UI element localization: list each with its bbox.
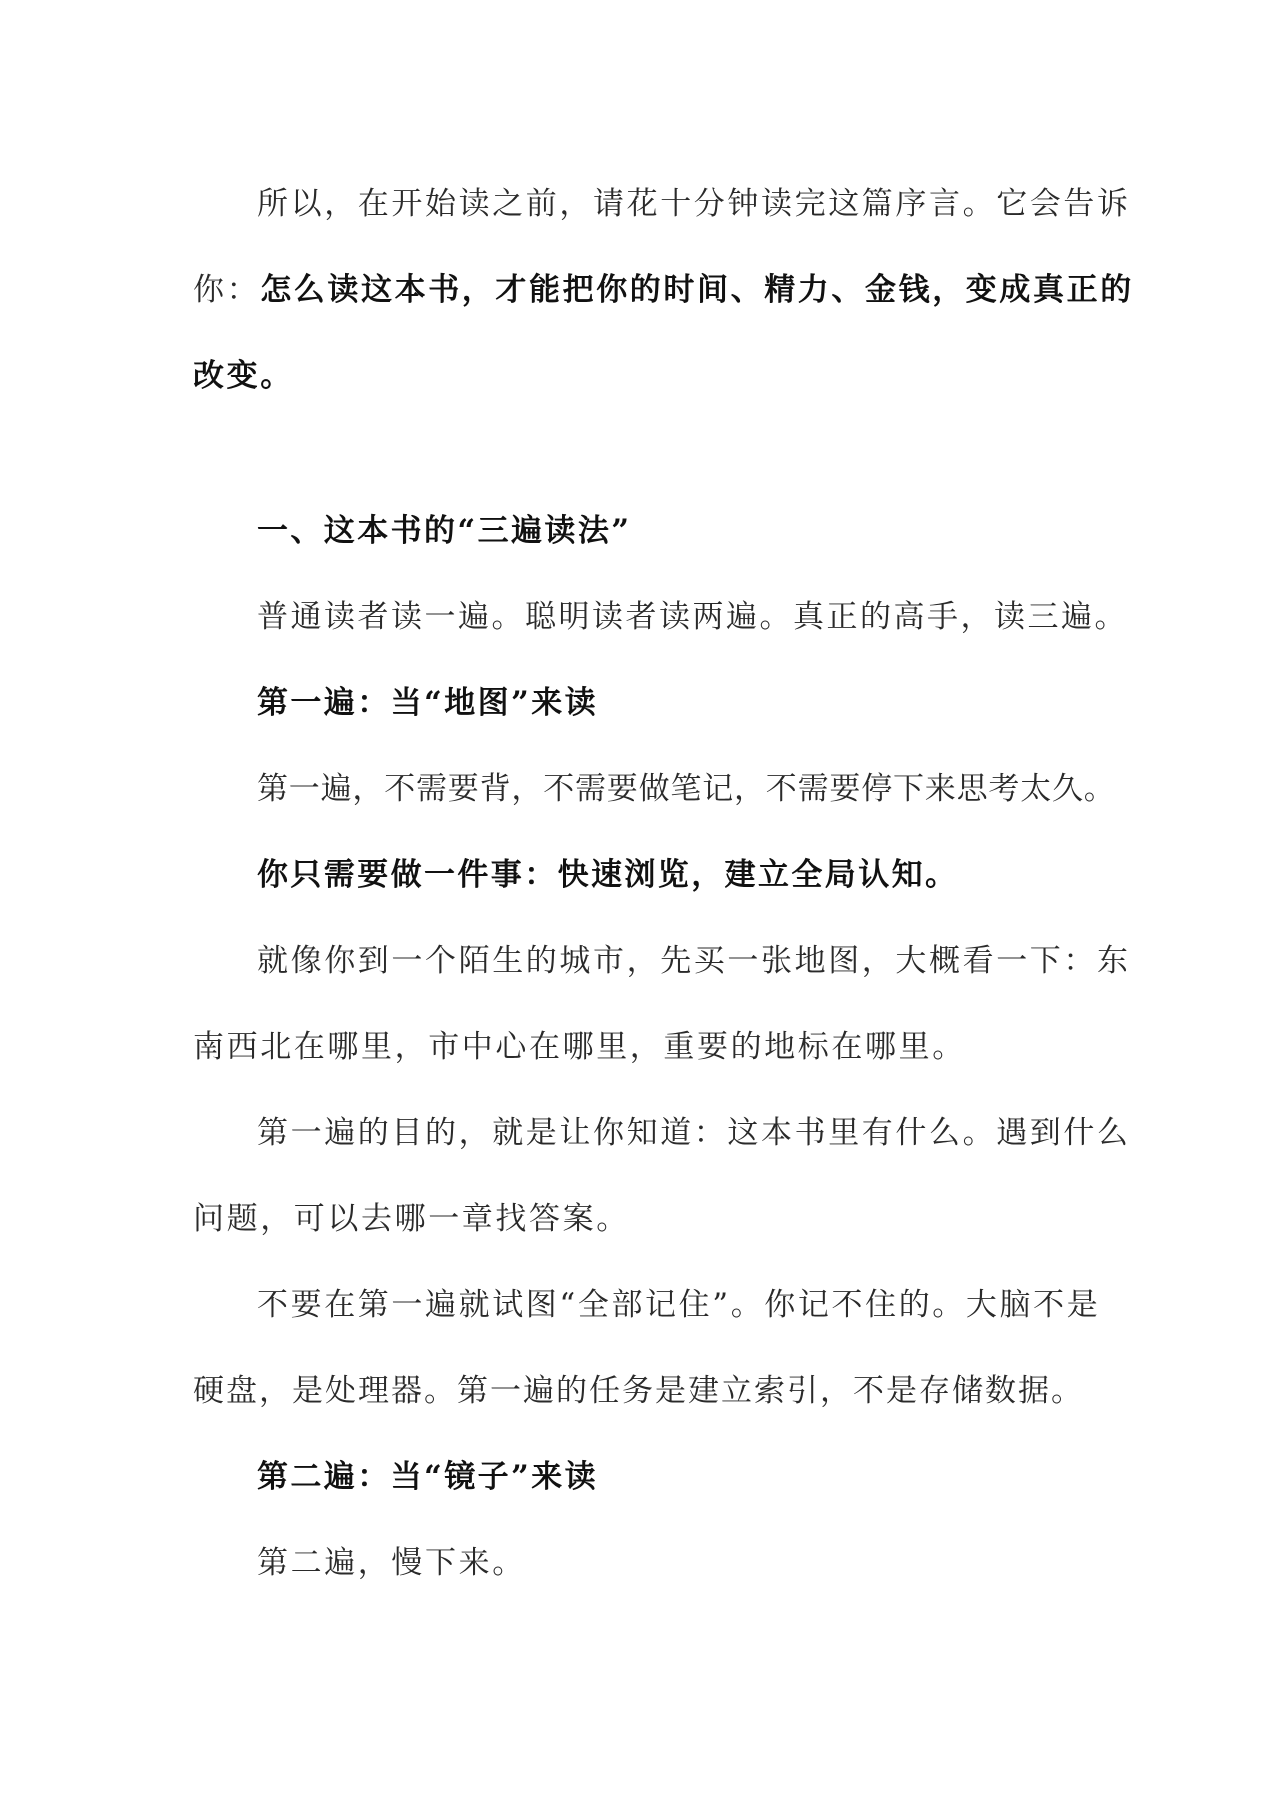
paragraph-readers: 普通读者读一遍。聪明读者读两遍。真正的高手，读三遍。 [257, 599, 1128, 635]
first-pass-paragraph-4-line-1: 不要在第一遍就试图“全部记住”。你记不住的。大脑不是 [257, 1287, 1101, 1323]
first-pass-paragraph-4-line-2: 硬盘，是处理器。第一遍的任务是建立索引，不是存储数据。 [193, 1373, 1084, 1409]
second-pass-heading: 第二遍：当“镜子”来读 [257, 1459, 599, 1495]
first-pass-heading: 第一遍：当“地图”来读 [257, 685, 599, 721]
first-pass-paragraph-2-line-2: 南西北在哪里，市中心在哪里，重要的地标在哪里。 [193, 1029, 966, 1065]
second-pass-paragraph-1: 第二遍，慢下来。 [257, 1545, 526, 1581]
intro-line-2-emphasis: 怎么读这本书，才能把你的时间、精力、金钱，变成真正的 [260, 272, 1134, 308]
first-pass-key-point: 你只需要做一件事：快速浏览，建立全局认知。 [257, 857, 959, 893]
first-pass-paragraph-2-line-1: 就像你到一个陌生的城市，先买一张地图，大概看一下：东 [257, 943, 1131, 979]
intro-line-1: 所以，在开始读之前，请花十分钟读完这篇序言。它会告诉 [257, 186, 1131, 222]
first-pass-paragraph-3-line-2: 问题，可以去哪一章找答案。 [193, 1201, 630, 1237]
first-pass-paragraph-3-line-1: 第一遍的目的，就是让你知道：这本书里有什么。遇到什么 [257, 1115, 1131, 1151]
intro-line-2-prefix: 你： [193, 272, 261, 308]
section-heading: 一、这本书的“三遍读法” [257, 513, 632, 549]
intro-line-2 [193, 264, 1134, 309]
intro-line-3: 改变。 [193, 358, 294, 394]
first-pass-paragraph-1: 第一遍，不需要背，不需要做笔记，不需要停下来思考太久。 [257, 771, 1116, 807]
